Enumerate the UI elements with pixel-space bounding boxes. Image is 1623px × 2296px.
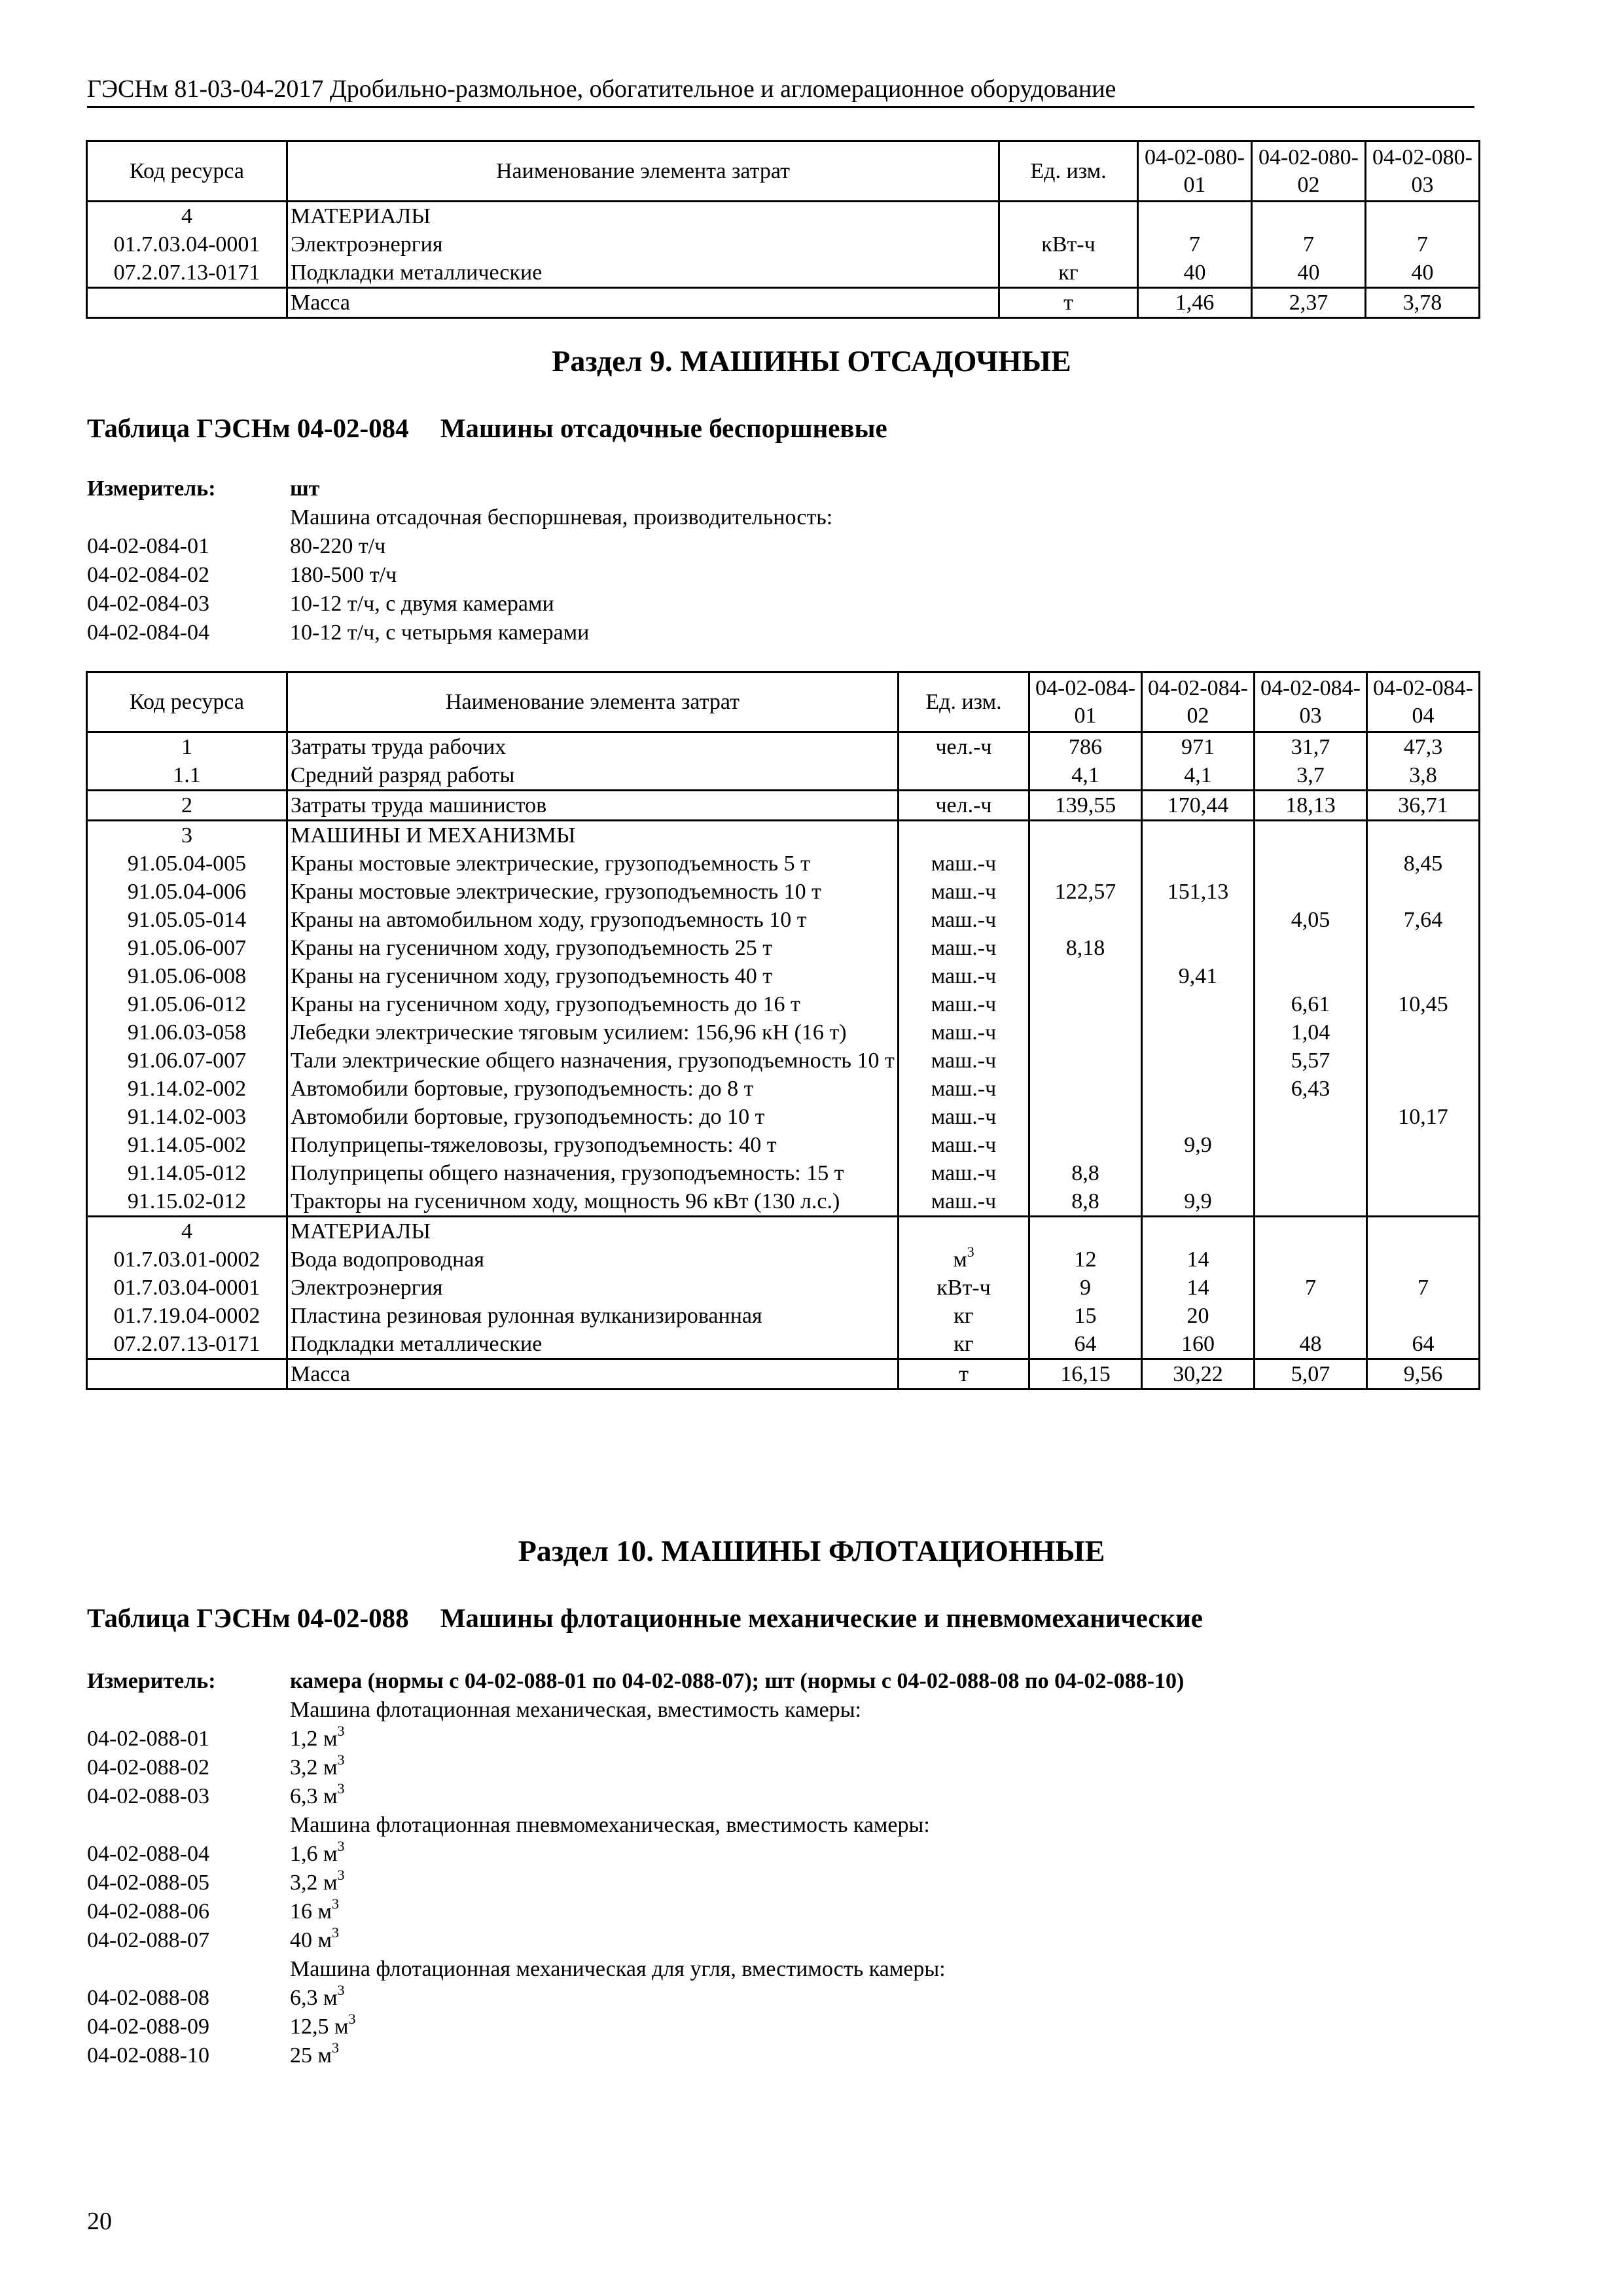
cost-element-cell: Пластина резиновая рулонная вулканизированная xyxy=(287,1302,899,1330)
norm-value-cell: 9,9 xyxy=(1142,1131,1255,1159)
resource-code-cell: 3 xyxy=(87,821,287,850)
norm-value-cell xyxy=(1142,1159,1255,1187)
norm-value-cell: 7 xyxy=(1255,1274,1367,1302)
norm-description: Машина флотационная пневмомеханическая, вместимость камеры: xyxy=(290,1813,930,1837)
norm-value-cell xyxy=(1142,821,1255,850)
norm-value-cell xyxy=(1367,962,1480,990)
norm-value-cell: 31,7 xyxy=(1255,732,1367,762)
norm-value-cell: 1,04 xyxy=(1255,1018,1367,1047)
norm-description: Машина флотационная механическая для угля, вместимость камеры: xyxy=(290,1957,946,1981)
table-row xyxy=(87,1159,1480,1187)
resource-code-cell: 91.05.04-005 xyxy=(87,850,287,878)
unit-cell: кг xyxy=(899,1330,1029,1359)
cost-element-cell: Вода водопроводная xyxy=(287,1246,899,1274)
measure-line xyxy=(87,503,832,532)
unit-cell: т xyxy=(899,1359,1029,1390)
cost-element-cell: Полуприцепы общего назначения, грузоподъемность: 15 т xyxy=(287,1159,899,1187)
norm-value-cell: 40 xyxy=(1366,259,1480,288)
norm-code xyxy=(87,1696,290,1725)
resource-code-cell xyxy=(87,1359,287,1390)
unit-cell: маш.-ч xyxy=(899,1131,1029,1159)
norm-value-cell: 9,41 xyxy=(1142,962,1255,990)
norm-value-cell: 139,55 xyxy=(1029,791,1142,821)
norm-value-cell xyxy=(1255,934,1367,962)
page-number: 20 xyxy=(87,2208,112,2235)
col-header-code: Код ресурса xyxy=(87,141,287,202)
measure-line xyxy=(87,619,832,647)
norm-value-cell xyxy=(1138,202,1252,231)
norm-code xyxy=(87,1955,290,1984)
table-section-row xyxy=(87,202,1480,231)
table-row xyxy=(87,1131,1480,1159)
norm-code: 04-02-088-07 xyxy=(87,1928,209,1952)
unit-cell: маш.-ч xyxy=(899,1103,1029,1131)
measure-line xyxy=(87,1984,1184,2013)
norm-value-cell: 9,9 xyxy=(1142,1187,1255,1217)
col-header-code: Код ресурса xyxy=(87,672,287,732)
resource-code-cell: 91.05.06-007 xyxy=(87,934,287,962)
norm-value-cell: 7 xyxy=(1252,230,1366,259)
resource-code-cell: 91.06.07-007 xyxy=(87,1047,287,1075)
col-header-norm: 04-02-080-02 xyxy=(1252,141,1366,202)
table-row xyxy=(87,732,1480,762)
norm-value-cell: 8,8 xyxy=(1029,1187,1142,1217)
norm-code: 04-02-088-05 xyxy=(87,1871,209,1895)
norm-value-cell xyxy=(1142,906,1255,934)
norm-value-cell xyxy=(1029,1131,1142,1159)
unit-cell: кг xyxy=(899,1302,1029,1330)
table-row xyxy=(87,1302,1480,1330)
unit-cell xyxy=(899,761,1029,791)
norm-value-cell xyxy=(1255,1217,1367,1246)
norm-value-cell: 18,13 xyxy=(1255,791,1367,821)
unit-cell xyxy=(999,202,1138,231)
norm-value-cell: 7,64 xyxy=(1367,906,1480,934)
cost-element-cell: МАШИНЫ И МЕХАНИЗМЫ xyxy=(287,821,899,850)
norm-description: 180-500 т/ч xyxy=(290,563,397,587)
norm-code xyxy=(87,1811,290,1840)
norm-value-cell: 15 xyxy=(1029,1302,1142,1330)
norm-value-cell xyxy=(1029,821,1142,850)
norm-value-cell: 8,45 xyxy=(1367,850,1480,878)
table-row xyxy=(87,1103,1480,1131)
norm-code: 04-02-088-03 xyxy=(87,1784,209,1808)
table-088-title xyxy=(87,1602,1203,1634)
table-row xyxy=(87,259,1480,288)
norm-value-cell xyxy=(1367,1075,1480,1103)
norm-value-cell xyxy=(1255,1246,1367,1274)
unit-cell xyxy=(899,1217,1029,1246)
unit-cell: маш.-ч xyxy=(899,1159,1029,1187)
norm-value-cell xyxy=(1029,1103,1142,1131)
norm-value-cell xyxy=(1142,990,1255,1018)
norm-code: 04-02-088-04 xyxy=(87,1842,209,1866)
norm-value-cell: 64 xyxy=(1367,1330,1480,1359)
resource-code-cell: 91.15.02-012 xyxy=(87,1187,287,1217)
norm-value-cell: 4,05 xyxy=(1255,906,1367,934)
resource-code-cell: 91.14.02-003 xyxy=(87,1103,287,1131)
norm-description: 12,5 $м^3$ xyxy=(290,2011,356,2039)
norm-value-cell xyxy=(1367,1302,1480,1330)
norm-value-cell: 151,13 xyxy=(1142,878,1255,906)
measure-line xyxy=(87,1811,1184,1840)
cost-element-cell: Лебедки электрические тяговым усилием: 156,96 кН (16 т) xyxy=(287,1018,899,1047)
norm-code: 04-02-088-06 xyxy=(87,1899,209,1924)
norm-value-cell: 3,78 xyxy=(1366,288,1480,318)
col-header-norm: 04-02-084-01 xyxy=(1029,672,1142,732)
norm-value-cell xyxy=(1367,934,1480,962)
norm-value-cell xyxy=(1029,1047,1142,1075)
norm-description: Машина отсадочная беспоршневая, производительность: xyxy=(290,505,833,529)
unit-cell: чел.-ч xyxy=(899,791,1029,821)
norm-value-cell xyxy=(1367,1217,1480,1246)
col-header-norm: 04-02-084-03 xyxy=(1255,672,1367,732)
table-row xyxy=(87,934,1480,962)
norm-value-cell: 8,8 xyxy=(1029,1159,1142,1187)
norm-value-cell: 64 xyxy=(1029,1330,1142,1359)
norm-value-cell: 14 xyxy=(1142,1274,1255,1302)
norm-value-cell xyxy=(1367,878,1480,906)
norm-value-cell xyxy=(1029,1075,1142,1103)
norm-description: 3,2 $м^3$ xyxy=(290,1867,345,1895)
norm-value-cell xyxy=(1142,1217,1255,1246)
measure-line xyxy=(87,561,832,590)
norm-value-cell xyxy=(1367,1187,1480,1217)
col-header-unit: Ед. изм. xyxy=(999,141,1138,202)
resource-code-cell: 07.2.07.13-0171 xyxy=(87,259,287,288)
norm-value-cell xyxy=(1029,990,1142,1018)
norm-value-cell: 9,56 xyxy=(1367,1359,1480,1390)
resource-code-cell: 91.05.04-006 xyxy=(87,878,287,906)
cost-element-cell: Электроэнергия xyxy=(287,1274,899,1302)
unit-cell: маш.-ч xyxy=(899,1187,1029,1217)
table-row xyxy=(87,990,1480,1018)
running-header: ГЭСНм 81-03-04-2017 Дробильно-размольное, обогатительное и агломерационное оборудование xyxy=(87,73,1474,108)
cost-element-cell: Подкладки металлические xyxy=(287,259,999,288)
norm-value-cell: 3,7 xyxy=(1255,761,1367,791)
measure-line xyxy=(87,1725,1184,1753)
norm-description: Машина флотационная механическая, вместимость камеры: xyxy=(290,1698,861,1722)
norm-value-cell: 7 xyxy=(1366,230,1480,259)
resource-code-cell: 01.7.03.01-0002 xyxy=(87,1246,287,1274)
unit-cell: кг xyxy=(999,259,1138,288)
unit-cell: маш.-ч xyxy=(899,1018,1029,1047)
norm-description: 80-220 т/ч xyxy=(290,534,386,558)
table-row xyxy=(87,791,1480,821)
table-row xyxy=(87,878,1480,906)
norm-value-cell: 16,15 xyxy=(1029,1359,1142,1390)
norm-value-cell xyxy=(1142,1075,1255,1103)
col-header-norm: 04-02-084-04 xyxy=(1367,672,1480,732)
norm-value-cell: 786 xyxy=(1029,732,1142,762)
norm-value-cell: 5,57 xyxy=(1255,1047,1367,1075)
measure-line xyxy=(87,2041,1184,2070)
norm-description: 6,3 $м^3$ xyxy=(290,1982,345,2010)
unit-cell: маш.-ч xyxy=(899,990,1029,1018)
measure-block-084 xyxy=(87,475,832,647)
cost-element-cell: Масса xyxy=(287,288,999,318)
norm-description: 1,6 $м^3$ xyxy=(290,1838,345,1866)
cost-element-cell: Затраты труда машинистов xyxy=(287,791,899,821)
unit-cell: маш.-ч xyxy=(899,1047,1029,1075)
measure-unit: камера (нормы с 04-02-088-01 по 04-02-088-07); шт (нормы с 04-02-088-08 по 04-02-088-10) xyxy=(290,1669,1185,1693)
unit-cell: маш.-ч xyxy=(899,878,1029,906)
norm-description: 3,2 $м^3$ xyxy=(290,1751,345,1780)
resource-code-cell: 91.05.06-008 xyxy=(87,962,287,990)
norm-value-cell: 1,46 xyxy=(1138,288,1252,318)
table-row xyxy=(87,906,1480,934)
cost-element-cell: Электроэнергия xyxy=(287,230,999,259)
section-9-title: Раздел 9. МАШИНЫ ОТСАДОЧНЫЕ xyxy=(552,344,1071,378)
unit-cell xyxy=(899,821,1029,850)
norm-value-cell xyxy=(1255,1103,1367,1131)
table-mass-row xyxy=(87,288,1480,318)
cost-element-cell: Краны мостовые электрические, грузоподъемность 10 т xyxy=(287,878,899,906)
norm-description: 10-12 т/ч, с четырьмя камерами xyxy=(290,620,590,645)
norm-value-cell xyxy=(1142,1018,1255,1047)
table-084-label: Таблица ГЭСНм 04-02-084 xyxy=(87,413,409,443)
norm-value-cell: 5,07 xyxy=(1255,1359,1367,1390)
col-header-unit: Ед. изм. xyxy=(899,672,1029,732)
norm-value-cell xyxy=(1255,878,1367,906)
table-04-02-080-continuation xyxy=(86,140,1480,319)
table-mass-row xyxy=(87,1359,1480,1390)
norm-value-cell: 4,1 xyxy=(1029,761,1142,791)
resource-code-cell xyxy=(87,288,287,318)
norm-value-cell xyxy=(1255,1159,1367,1187)
resource-code-cell: 4 xyxy=(87,202,287,231)
unit-cell: маш.-ч xyxy=(899,934,1029,962)
col-header-norm: 04-02-080-01 xyxy=(1138,141,1252,202)
table-section-row xyxy=(87,821,1480,850)
resource-code-cell: 07.2.07.13-0171 xyxy=(87,1330,287,1359)
table-row xyxy=(87,230,1480,259)
cost-element-cell: Краны на гусеничном ходу, грузоподъемность 40 т xyxy=(287,962,899,990)
measure-unit: шт xyxy=(290,476,320,501)
norm-value-cell: 40 xyxy=(1138,259,1252,288)
norm-value-cell xyxy=(1367,1047,1480,1075)
measure-line xyxy=(87,1897,1184,1926)
table-row xyxy=(87,1187,1480,1217)
norm-value-cell xyxy=(1142,1103,1255,1131)
table-04-02-084 xyxy=(86,671,1480,1390)
unit-cell: $м^3$ xyxy=(899,1246,1029,1274)
norm-value-cell: 36,71 xyxy=(1367,791,1480,821)
norm-value-cell xyxy=(1367,821,1480,850)
table-row xyxy=(87,1018,1480,1047)
unit-cell: маш.-ч xyxy=(899,962,1029,990)
table-row xyxy=(87,761,1480,791)
norm-value-cell: 122,57 xyxy=(1029,878,1142,906)
norm-code: 04-02-088-01 xyxy=(87,1727,209,1751)
norm-value-cell: 47,3 xyxy=(1367,732,1480,762)
norm-value-cell: 3,8 xyxy=(1367,761,1480,791)
resource-code-cell: 1.1 xyxy=(87,761,287,791)
measure-line xyxy=(87,1955,1184,1984)
norm-value-cell xyxy=(1255,962,1367,990)
table-row xyxy=(87,850,1480,878)
table-084-title xyxy=(87,412,887,444)
unit-cell: т xyxy=(999,288,1138,318)
cost-element-cell: Полуприцепы-тяжеловозы, грузоподъемность: 40 т xyxy=(287,1131,899,1159)
norm-code: 04-02-088-08 xyxy=(87,1986,209,2010)
unit-cell: кВт-ч xyxy=(899,1274,1029,1302)
norm-value-cell: 10,17 xyxy=(1367,1103,1480,1131)
norm-value-cell: 160 xyxy=(1142,1330,1255,1359)
norm-value-cell xyxy=(1255,1302,1367,1330)
norm-value-cell xyxy=(1367,1018,1480,1047)
norm-value-cell xyxy=(1029,850,1142,878)
resource-code-cell: 91.06.03-058 xyxy=(87,1018,287,1047)
resource-code-cell: 91.14.02-002 xyxy=(87,1075,287,1103)
col-header-norm: 04-02-084-02 xyxy=(1142,672,1255,732)
table-row xyxy=(87,1330,1480,1359)
measure-label: Измеритель: xyxy=(87,1669,216,1693)
norm-value-cell xyxy=(1255,1187,1367,1217)
col-header-name: Наименование элемента затрат xyxy=(287,672,899,732)
norm-code xyxy=(87,503,290,532)
norm-value-cell: 971 xyxy=(1142,732,1255,762)
norm-value-cell: 30,22 xyxy=(1142,1359,1255,1390)
norm-value-cell: 6,61 xyxy=(1255,990,1367,1018)
resource-code-cell: 91.05.06-012 xyxy=(87,990,287,1018)
cost-element-cell: МАТЕРИАЛЫ xyxy=(287,1217,899,1246)
norm-value-cell xyxy=(1255,1131,1367,1159)
table-section-row xyxy=(87,1217,1480,1246)
norm-value-cell xyxy=(1029,1018,1142,1047)
norm-value-cell xyxy=(1142,850,1255,878)
measure-line xyxy=(87,532,832,561)
cost-element-cell: Автомобили бортовые, грузоподъемность: до 8 т xyxy=(287,1075,899,1103)
unit-cell: маш.-ч xyxy=(899,850,1029,878)
table-088-label: Таблица ГЭСНм 04-02-088 xyxy=(87,1603,409,1633)
norm-value-cell: 2,37 xyxy=(1252,288,1366,318)
cost-element-cell: Масса xyxy=(287,1359,899,1390)
resource-code-cell: 1 xyxy=(87,732,287,762)
measure-line xyxy=(87,1753,1184,1782)
norm-value-cell: 8,18 xyxy=(1029,934,1142,962)
measure-line xyxy=(87,1782,1184,1811)
norm-value-cell xyxy=(1366,202,1480,231)
table-row xyxy=(87,1246,1480,1274)
norm-value-cell xyxy=(1255,821,1367,850)
norm-code: 04-02-084-01 xyxy=(87,534,209,558)
cost-element-cell: Автомобили бортовые, грузоподъемность: до 10 т xyxy=(287,1103,899,1131)
norm-value-cell xyxy=(1252,202,1366,231)
norm-description: 25 $м^3$ xyxy=(290,2039,340,2068)
measure-block-088 xyxy=(87,1667,1184,2070)
resource-code-cell: 91.14.05-012 xyxy=(87,1159,287,1187)
norm-description: 40 $м^3$ xyxy=(290,1924,340,1952)
norm-value-cell: 14 xyxy=(1142,1246,1255,1274)
norm-value-cell: 12 xyxy=(1029,1246,1142,1274)
resource-code-cell: 01.7.03.04-0001 xyxy=(87,230,287,259)
norm-value-cell: 4,1 xyxy=(1142,761,1255,791)
norm-value-cell xyxy=(1029,962,1142,990)
resource-code-cell: 2 xyxy=(87,791,287,821)
table-088-name: Машины флотационные механические и пневмомеханические xyxy=(440,1603,1203,1633)
norm-value-cell: 10,45 xyxy=(1367,990,1480,1018)
cost-element-cell: Подкладки металлические xyxy=(287,1330,899,1359)
unit-cell: маш.-ч xyxy=(899,906,1029,934)
resource-code-cell: 91.05.05-014 xyxy=(87,906,287,934)
norm-value-cell: 48 xyxy=(1255,1330,1367,1359)
measure-line xyxy=(87,2013,1184,2041)
resource-code-cell: 01.7.19.04-0002 xyxy=(87,1302,287,1330)
norm-code: 04-02-088-09 xyxy=(87,2015,209,2039)
measure-line xyxy=(87,1926,1184,1955)
norm-value-cell: 7 xyxy=(1138,230,1252,259)
norm-value-cell: 7 xyxy=(1367,1274,1480,1302)
table-row xyxy=(87,1047,1480,1075)
measure-line xyxy=(87,1869,1184,1897)
norm-description: 10-12 т/ч, с двумя камерами xyxy=(290,592,554,616)
resource-code-cell: 91.14.05-002 xyxy=(87,1131,287,1159)
norm-value-cell xyxy=(1142,934,1255,962)
unit-cell: чел.-ч xyxy=(899,732,1029,762)
cost-element-cell: Средний разряд работы xyxy=(287,761,899,791)
table-row xyxy=(87,1274,1480,1302)
norm-code: 04-02-084-02 xyxy=(87,563,209,587)
section-10-title: Раздел 10. МАШИНЫ ФЛОТАЦИОННЫЕ xyxy=(518,1534,1105,1568)
table-row xyxy=(87,1075,1480,1103)
cost-element-cell: Тракторы на гусеничном ходу, мощность 96 кВт (130 л.с.) xyxy=(287,1187,899,1217)
norm-value-cell xyxy=(1029,1217,1142,1246)
norm-value-cell: 9 xyxy=(1029,1274,1142,1302)
norm-code: 04-02-084-04 xyxy=(87,620,209,645)
norm-description: 16 $м^3$ xyxy=(290,1895,340,1924)
norm-value-cell: 40 xyxy=(1252,259,1366,288)
cost-element-cell: МАТЕРИАЛЫ xyxy=(287,202,999,231)
norm-value-cell xyxy=(1255,850,1367,878)
cost-element-cell: Затраты труда рабочих xyxy=(287,732,899,762)
cost-element-cell: Краны на гусеничном ходу, грузоподъемность до 16 т xyxy=(287,990,899,1018)
measure-line xyxy=(87,590,832,619)
norm-value-cell: 6,43 xyxy=(1255,1075,1367,1103)
resource-code-cell: 01.7.03.04-0001 xyxy=(87,1274,287,1302)
norm-value-cell: 20 xyxy=(1142,1302,1255,1330)
norm-value-cell: 170,44 xyxy=(1142,791,1255,821)
resource-code-cell: 4 xyxy=(87,1217,287,1246)
norm-value-cell xyxy=(1029,906,1142,934)
unit-cell: кВт-ч xyxy=(999,230,1138,259)
norm-description: 6,3 $м^3$ xyxy=(290,1780,345,1808)
norm-value-cell xyxy=(1367,1159,1480,1187)
measure-line xyxy=(87,1840,1184,1869)
norm-value-cell xyxy=(1142,1047,1255,1075)
col-header-norm: 04-02-080-03 xyxy=(1366,141,1480,202)
cost-element-cell: Краны на гусеничном ходу, грузоподъемность 25 т xyxy=(287,934,899,962)
norm-code: 04-02-084-03 xyxy=(87,592,209,616)
table-row xyxy=(87,962,1480,990)
cost-element-cell: Тали электрические общего назначения, грузоподъемность 10 т xyxy=(287,1047,899,1075)
cost-element-cell: Краны мостовые электрические, грузоподъемность 5 т xyxy=(287,850,899,878)
norm-value-cell xyxy=(1367,1131,1480,1159)
norm-code: 04-02-088-02 xyxy=(87,1755,209,1780)
norm-code: 04-02-088-10 xyxy=(87,2043,209,2068)
table-084-name: Машины отсадочные беспоршневые xyxy=(440,413,887,443)
measure-label: Измеритель: xyxy=(87,476,216,501)
norm-description: 1,2 $м^3$ xyxy=(290,1723,345,1751)
unit-cell: маш.-ч xyxy=(899,1075,1029,1103)
norm-value-cell xyxy=(1367,1246,1480,1274)
col-header-name: Наименование элемента затрат xyxy=(287,141,999,202)
cost-element-cell: Краны на автомобильном ходу, грузоподъемность 10 т xyxy=(287,906,899,934)
measure-line xyxy=(87,1696,1184,1725)
